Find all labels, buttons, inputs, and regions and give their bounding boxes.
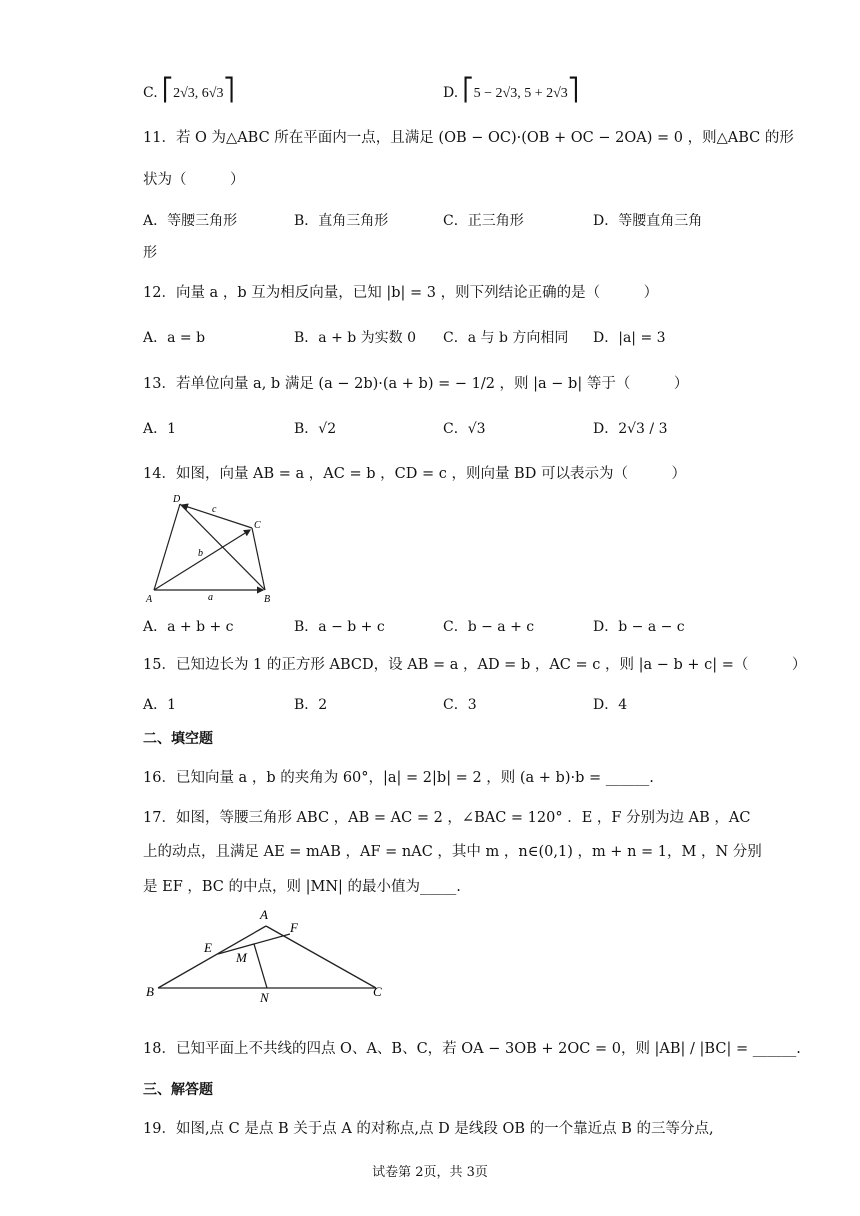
label-vec-a: a (208, 592, 213, 603)
segment-ad (154, 504, 180, 590)
q12-option-b: B．a + b 为实数 0 (294, 330, 417, 346)
q12-option-d: D．|a| = 3 (593, 330, 666, 346)
q11-stem-cont: 状为（ ） (143, 172, 245, 188)
section-fill-in-heading: 二、填空题 (143, 731, 213, 747)
q10-option-c: C. ⎡2√3, 6√3⎤ (143, 78, 235, 103)
segment-cb (252, 528, 265, 590)
segment-db (180, 504, 265, 590)
q13-option-d: D．2√3 / 3 (593, 421, 668, 437)
q13-stem: 13．若单位向量 a, b 满足 (a − 2b)·(a + b) = − 1/2 ，则 |a − b| 等于（ ） (143, 376, 689, 392)
q14-option-d: D．b − a − c (593, 619, 685, 635)
label-vec-c: c (212, 504, 217, 515)
q13-option-c: C．√3 (443, 421, 486, 437)
label-b: B (264, 594, 271, 605)
q15-option-d: D．4 (593, 697, 628, 713)
q15-option-c: C．3 (443, 697, 477, 713)
label-m: M (236, 950, 247, 965)
q15-option-b: B．2 (294, 697, 328, 713)
q11-option-a: A．等腰三角形 (143, 213, 238, 229)
segment-ac (266, 926, 376, 988)
label-b: B (146, 984, 154, 999)
label-n: N (260, 990, 269, 1004)
q18-stem: 18．已知平面上不共线的四点 O、A、B、C，若 OA − 3OB + 2OC = 0，则 |AB| / |BC| = ______. (143, 1041, 801, 1057)
q14-stem: 14．如图，向量 AB = a ，AC = b ，CD = c ，则向量 BD 可以表示为（ ） (143, 466, 686, 482)
q12-stem: 12．向量 a ，b 互为相反向量，已知 |b| = 3 ，则下列结论正确的是（ ） (143, 285, 659, 301)
q10-option-d: D. ⎡5 − 2√3, 5 + 2√3⎤ (443, 78, 579, 103)
q11-option-d: D．等腰直角三角 (593, 213, 703, 229)
q12-option-a: A．a = b (143, 330, 206, 346)
q16-stem: 16．已知向量 a ，b 的夹角为 60°，|a| = 2|b| = 2 ，则 (a + b)·b = ______. (143, 770, 654, 786)
q19-stem: 19．如图,点 C 是点 B 关于点 A 的对称点,点 D 是线段 OB 的一个靠近点 B 的三等分点, (143, 1121, 714, 1137)
segment-mn (254, 944, 267, 988)
label-d: D (173, 494, 181, 505)
q14-option-c: C．b − a + c (443, 619, 535, 635)
label-a: A (260, 907, 268, 922)
q13-option-b: B．√2 (294, 421, 337, 437)
label-c: C (254, 520, 261, 531)
page-footer: 试卷第 2页，共 3页 (372, 1165, 488, 1180)
q17-stem-line3: 是 EF ，BC 的中点，则 |MN| 的最小值为_____. (143, 879, 461, 895)
q11-stem: 11．若 O 为△ABC 所在平面内一点，且满足 (OB − OC)·(OB + OC − 2OA) = 0 ，则△ABC 的形 (143, 130, 794, 146)
q17-stem-line1: 17．如图，等腰三角形 ABC ，AB = AC = 2 ，∠BAC = 120° ．E ，F 分别为边 AB ，AC (143, 810, 751, 826)
q14-option-a: A．a + b + c (143, 619, 234, 635)
q17-figure (140, 904, 390, 1004)
q11-option-b: B．直角三角形 (294, 213, 389, 229)
q15-stem: 15．已知边长为 1 的正方形 ABCD，设 AB = a ，AD = b ，AC = c ，则 |a − b + c| =（ ） (143, 657, 807, 673)
segment-ba (158, 926, 266, 988)
q14-option-b: B．a − b + c (294, 619, 385, 635)
q11-option-c: C．正三角形 (443, 213, 524, 229)
q11-option-d-cont: 形 (143, 245, 157, 261)
label-c: C (373, 984, 382, 999)
label-f: F (290, 920, 298, 935)
label-vec-b: b (198, 548, 203, 559)
label-e: E (204, 940, 212, 955)
q12-option-c: C．a 与 b 方向相同 (443, 330, 569, 346)
q17-stem-line2: 上的动点，且满足 AE = mAB ，AF = nAC ，其中 m ，n∈(0,1) ，m + n = 1，M ，N 分别 (143, 844, 762, 860)
q14-figure (140, 490, 280, 608)
q13-option-a: A．1 (143, 421, 177, 437)
q15-option-a: A．1 (143, 697, 177, 713)
label-a: A (146, 594, 153, 605)
section-answer-heading: 三、解答题 (143, 1082, 213, 1098)
